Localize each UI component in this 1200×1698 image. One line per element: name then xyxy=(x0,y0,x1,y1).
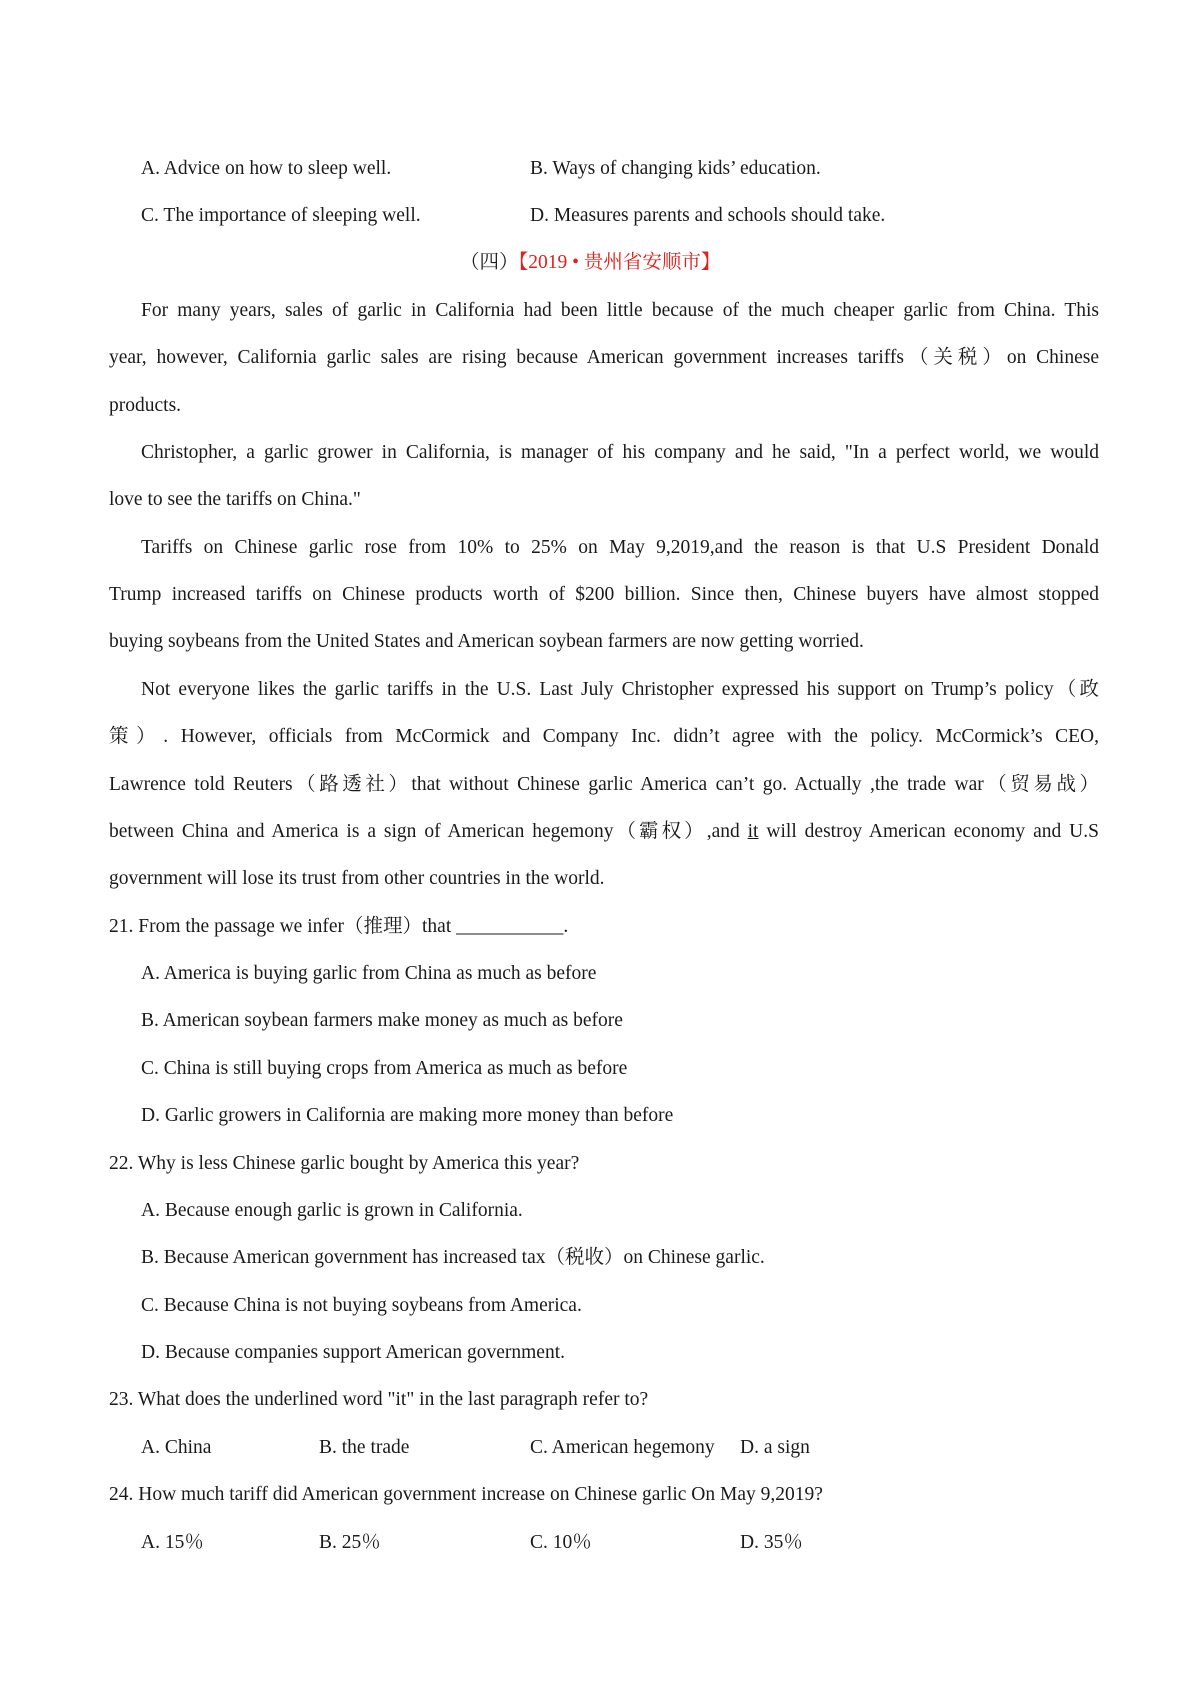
question-23-option-b: B. the trade xyxy=(319,1437,410,1458)
passage-p4-line1: Not everyone likes the garlic tariffs in the U.S. Last July Christopher expressed his support on Trump’s policy（政 xyxy=(141,679,1099,700)
question-21-option-d: D. Garlic growers in California are making more money than before xyxy=(141,1105,674,1126)
question-22-option-b: B. Because American government has increased tax（税收）on Chinese garlic. xyxy=(141,1247,765,1268)
passage-p1-line3: products. xyxy=(109,395,182,416)
section-source: 【2019 • 贵州省安顺市】 xyxy=(518,252,721,273)
question-24-option-c: C. 10％ xyxy=(530,1532,592,1553)
question-23-stem: 23. What does the underlined word "it" in the last paragraph refer to? xyxy=(109,1389,649,1410)
question-21-stem: 21. From the passage we infer（推理）that ___________. xyxy=(109,916,569,937)
question-23-option-c: C. American hegemony xyxy=(530,1437,715,1458)
question-22-option-d: D. Because companies support American government. xyxy=(141,1342,566,1363)
passage-p2-line2: love to see the tariffs on China." xyxy=(109,489,361,510)
passage-p3-line2: Trump increased tariffs on Chinese products worth of $200 billion. Since then, Chinese buyers have almost stopped xyxy=(109,584,1099,605)
underlined-word-it: it xyxy=(747,821,759,842)
question-24-option-a: A. 15％ xyxy=(141,1532,204,1553)
question-22-stem: 22. Why is less Chinese garlic bought by America this year? xyxy=(109,1153,580,1174)
prev-option-b: B. Ways of changing kids’ education. xyxy=(530,158,821,179)
passage-p4-line2: 策）. However, officials from McCormick and Company Inc. didn’t agree with the policy. McCormick’s CEO, xyxy=(109,726,1099,747)
passage-p4-line3: Lawrence told Reuters（路透社）that without Chinese garlic America can’t go. Actually ,the trade war（贸易战） xyxy=(109,774,1099,795)
passage-p3-line1: Tariffs on Chinese garlic rose from 10% to 25% on May 9,2019,and the reason is that U.S President Donald xyxy=(141,537,1099,558)
question-24-option-b: B. 25％ xyxy=(319,1532,381,1553)
passage-p4-line4-end: will destroy American economy and U.S xyxy=(758,821,1099,842)
prev-option-a: A. Advice on how to sleep well. xyxy=(141,158,392,179)
question-21-option-c: C. China is still buying crops from America as much as before xyxy=(141,1058,628,1079)
question-22-option-c: C. Because China is not buying soybeans from America. xyxy=(141,1295,582,1316)
passage-p4-line4 xyxy=(109,818,1099,846)
question-23-option-a: A. China xyxy=(141,1437,212,1458)
passage-p4-line4-start: between China and America is a sign of American hegemony（霸权）,and xyxy=(109,821,748,842)
question-23-option-d: D. a sign xyxy=(740,1437,810,1458)
passage-p1-line1: For many years, sales of garlic in California had been little because of the much cheaper garlic from China. This xyxy=(141,300,1099,321)
passage-p1-line2: year, however, California garlic sales are rising because American government increases tariffs（关税）on Chinese xyxy=(109,347,1099,368)
question-22-option-a: A. Because enough garlic is grown in California. xyxy=(141,1200,523,1221)
question-24-stem: 24. How much tariff did American government increase on Chinese garlic On May 9,2019? xyxy=(109,1484,823,1505)
section-header xyxy=(460,249,720,277)
section-number: （四） xyxy=(460,252,519,273)
passage-p2-line1: Christopher, a garlic grower in California, is manager of his company and he said, "In a perfect world, we would xyxy=(141,442,1099,463)
passage-p3-line3: buying soybeans from the United States and American soybean farmers are now getting worried. xyxy=(109,631,864,652)
question-21-option-b: B. American soybean farmers make money as much as before xyxy=(141,1010,623,1031)
prev-option-c: C. The importance of sleeping well. xyxy=(141,205,421,226)
prev-option-d: D. Measures parents and schools should take. xyxy=(530,205,886,226)
question-21-option-a: A. America is buying garlic from China as much as before xyxy=(141,963,597,984)
passage-p4-line5: government will lose its trust from other countries in the world. xyxy=(109,868,605,889)
question-24-option-d: D. 35％ xyxy=(740,1532,803,1553)
